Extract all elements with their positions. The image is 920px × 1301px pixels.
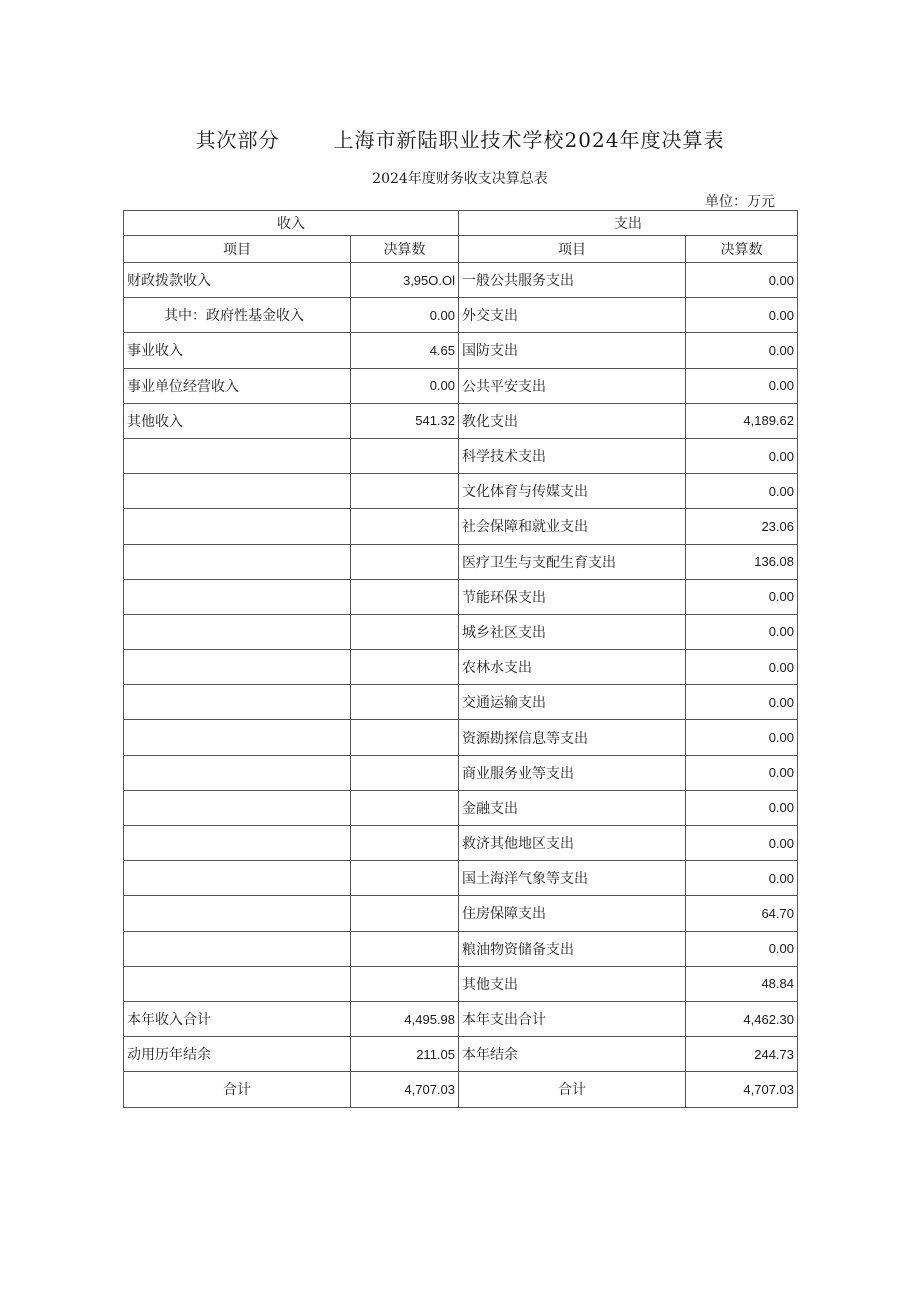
table-row	[124, 333, 798, 368]
income-subtotal-amount: 4,495.98	[351, 1001, 459, 1036]
expense-item: 一般公共服务支出	[459, 263, 686, 298]
total-row	[124, 1072, 798, 1107]
expense-amount: 0.00	[686, 685, 798, 720]
prior-balance-label: 动用历年结余	[124, 1037, 351, 1072]
income-item	[124, 826, 351, 861]
income-amount	[351, 614, 459, 649]
expense-item-col-header: 项目	[459, 236, 686, 263]
expense-item: 外交支出	[459, 298, 686, 333]
table-row	[124, 790, 798, 825]
expense-item: 救济其他地区支出	[459, 826, 686, 861]
expense-subtotal-amount: 4,462.30	[686, 1001, 798, 1036]
expense-item: 商业服务业等支出	[459, 755, 686, 790]
table-row	[124, 438, 798, 473]
expense-amount: 0.00	[686, 614, 798, 649]
balance-row	[124, 1037, 798, 1072]
expense-item: 金融支出	[459, 790, 686, 825]
income-item	[124, 790, 351, 825]
expense-item: 资源勘探信息等支出	[459, 720, 686, 755]
income-item	[124, 896, 351, 931]
income-amount	[351, 685, 459, 720]
income-item: 其他收入	[124, 403, 351, 438]
income-item	[124, 614, 351, 649]
expense-amount: 0.00	[686, 263, 798, 298]
income-amount	[351, 438, 459, 473]
table-row	[124, 614, 798, 649]
income-amount: 4.65	[351, 333, 459, 368]
section-header-row	[124, 211, 798, 236]
income-amount	[351, 896, 459, 931]
expense-item: 节能环保支出	[459, 579, 686, 614]
table-row	[124, 966, 798, 1001]
table-row	[124, 720, 798, 755]
expense-amount: 0.00	[686, 474, 798, 509]
income-item	[124, 544, 351, 579]
expense-amount: 0.00	[686, 861, 798, 896]
income-amount	[351, 790, 459, 825]
expense-amount: 0.00	[686, 298, 798, 333]
income-item	[124, 509, 351, 544]
expense-amount: 0.00	[686, 826, 798, 861]
expense-amount: 0.00	[686, 720, 798, 755]
income-amount: 0.00	[351, 368, 459, 403]
expense-item: 社会保障和就业支出	[459, 509, 686, 544]
table-row	[124, 755, 798, 790]
table-row	[124, 896, 798, 931]
income-amount-col-header: 决算数	[351, 236, 459, 263]
expense-amount: 64.70	[686, 896, 798, 931]
expense-amount: 0.00	[686, 333, 798, 368]
income-item	[124, 966, 351, 1001]
table-row	[124, 368, 798, 403]
income-item	[124, 720, 351, 755]
income-amount: 3,95O.Ol	[351, 263, 459, 298]
year-balance-amount: 244.73	[686, 1037, 798, 1072]
expense-amount: 4,189.62	[686, 403, 798, 438]
expense-amount: 0.00	[686, 790, 798, 825]
income-amount: 541.32	[351, 403, 459, 438]
expense-item: 农林水支出	[459, 650, 686, 685]
income-total-label: 合计	[124, 1072, 351, 1107]
expense-item: 住房保障支出	[459, 896, 686, 931]
expense-subtotal-label: 本年支出合计	[459, 1001, 686, 1036]
expense-total-label: 合计	[459, 1072, 686, 1107]
income-item	[124, 474, 351, 509]
income-amount: 0.00	[351, 298, 459, 333]
table-row	[124, 474, 798, 509]
expense-amount: 48.84	[686, 966, 798, 1001]
expense-amount: 0.00	[686, 368, 798, 403]
income-amount	[351, 931, 459, 966]
prior-balance-amount: 211.05	[351, 1037, 459, 1072]
expense-amount: 0.00	[686, 579, 798, 614]
report-title: 上海市新陆职业技术学校2024年度决算表	[333, 128, 725, 152]
unit-label: 单位：万元	[705, 194, 775, 210]
income-item	[124, 931, 351, 966]
table-row	[124, 544, 798, 579]
page-title	[0, 124, 920, 153]
income-item	[124, 685, 351, 720]
income-total-amount: 4,707.03	[351, 1072, 459, 1107]
table-row	[124, 403, 798, 438]
income-amount	[351, 650, 459, 685]
expense-item: 城乡社区支出	[459, 614, 686, 649]
income-item: 事业单位经营收入	[124, 368, 351, 403]
subtotal-row	[124, 1001, 798, 1036]
section-label: 其次部分	[195, 128, 280, 152]
income-item-col-header: 项目	[124, 236, 351, 263]
table-row	[124, 263, 798, 298]
income-item	[124, 650, 351, 685]
income-item	[124, 579, 351, 614]
income-amount	[351, 544, 459, 579]
expense-item: 粮油物资储备支出	[459, 931, 686, 966]
expense-amount: 0.00	[686, 650, 798, 685]
expense-item: 公共平安支出	[459, 368, 686, 403]
expense-total-amount: 4,707.03	[686, 1072, 798, 1107]
table-row	[124, 579, 798, 614]
expense-header: 支出	[459, 211, 798, 236]
expense-amount: 23.06	[686, 509, 798, 544]
table-subtitle: 2024年度财务收支决算总表	[372, 171, 548, 187]
income-subtotal-label: 本年收入合计	[124, 1001, 351, 1036]
income-amount	[351, 755, 459, 790]
income-amount	[351, 474, 459, 509]
year-balance-label: 本年结余	[459, 1037, 686, 1072]
table-row	[124, 861, 798, 896]
column-header-row	[124, 236, 798, 263]
table-row	[124, 826, 798, 861]
expense-item: 教化支出	[459, 403, 686, 438]
expense-item: 文化体育与传媒支出	[459, 474, 686, 509]
expense-amount: 0.00	[686, 755, 798, 790]
expense-item: 国土海洋气象等支出	[459, 861, 686, 896]
income-item: 其中：政府性基金收入	[124, 298, 351, 333]
income-amount	[351, 720, 459, 755]
table-row	[124, 650, 798, 685]
income-amount	[351, 509, 459, 544]
income-amount	[351, 861, 459, 896]
expense-amount: 0.00	[686, 438, 798, 473]
expense-item: 交通运输支出	[459, 685, 686, 720]
budget-summary-table	[123, 210, 798, 1108]
expense-amount-col-header: 决算数	[686, 236, 798, 263]
income-item	[124, 861, 351, 896]
expense-item: 其他支出	[459, 966, 686, 1001]
income-item	[124, 438, 351, 473]
table-row	[124, 298, 798, 333]
income-amount	[351, 826, 459, 861]
expense-item: 医疗卫生与支配生育支出	[459, 544, 686, 579]
table-row	[124, 509, 798, 544]
expense-item: 国防支出	[459, 333, 686, 368]
table-row	[124, 685, 798, 720]
table-row	[124, 931, 798, 966]
income-item: 事业收入	[124, 333, 351, 368]
income-item	[124, 755, 351, 790]
income-amount	[351, 966, 459, 1001]
expense-amount: 136.08	[686, 544, 798, 579]
income-item: 财政拨款收入	[124, 263, 351, 298]
income-amount	[351, 579, 459, 614]
income-header: 收入	[124, 211, 459, 236]
expense-item: 科学技术支出	[459, 438, 686, 473]
expense-amount: 0.00	[686, 931, 798, 966]
